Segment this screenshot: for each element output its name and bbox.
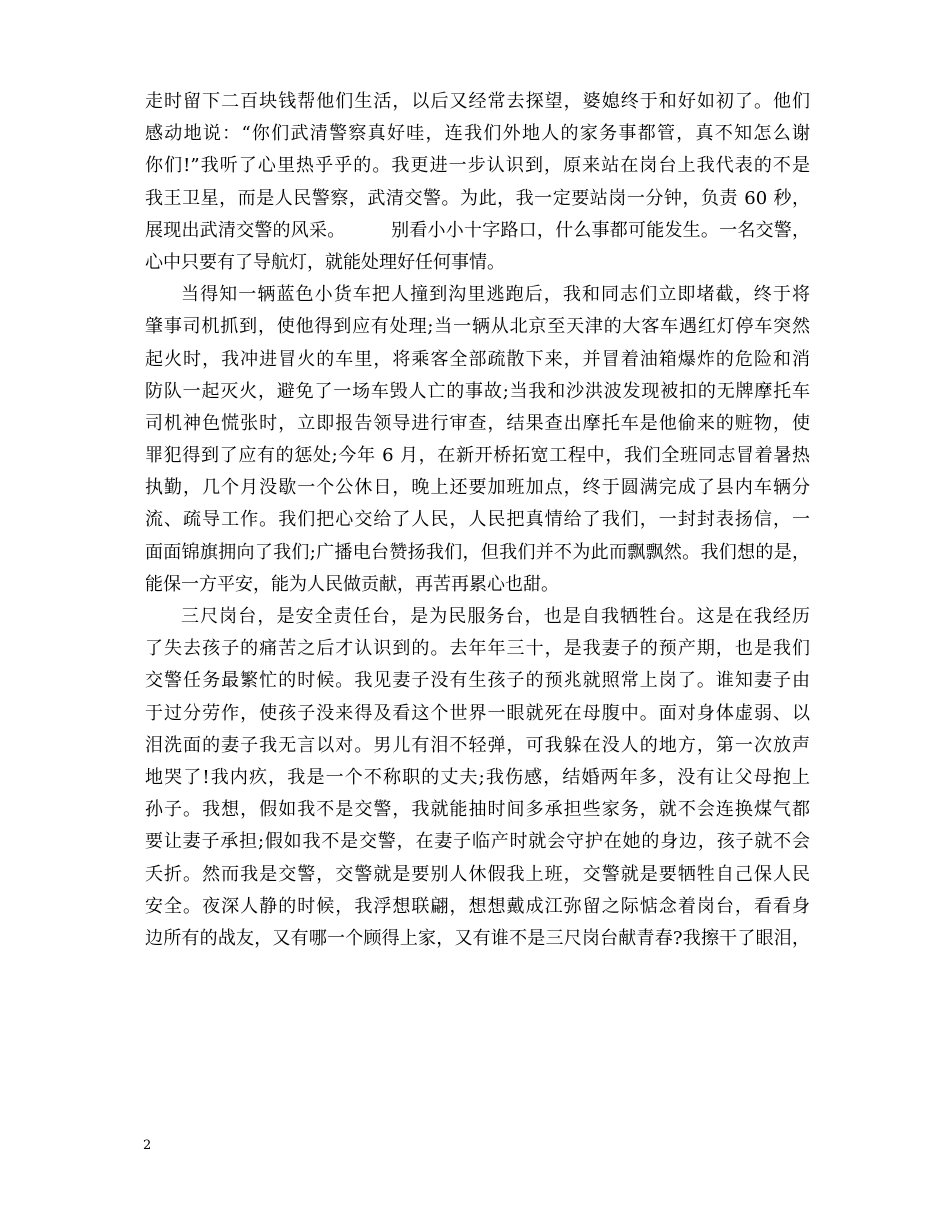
- text-line: 起火时，我冲进冒火的车里，将乘客全部疏散下来，并冒着油箱爆炸的危险和消: [145, 348, 810, 370]
- text-line: 夭折。然而我是交警，交警就是要别人休假我上班，交警就是要牺牲自己保人民: [145, 863, 810, 885]
- text-line: 当得知一辆蓝色小货车把人撞到沟里逃跑后，我和同志们立即堵截，终于将: [181, 284, 810, 306]
- text-line: 了失去孩子的痛苦之后才认识到的。去年年三十，是我妻子的预产期，也是我们: [145, 638, 810, 660]
- text-line: 执勤，几个月没歇一个公休日，晚上还要加班加点，终于圆满完成了县内车辆分: [145, 477, 810, 499]
- text-line: 面面锦旗拥向了我们;广播电台赞扬我们，但我们并不为此而飘飘然。我们想的是，: [145, 541, 810, 563]
- text-line: 孙子。我想，假如我不是交警，我就能抽时间多承担些家务，就不会连换煤气都: [145, 799, 810, 821]
- text-line: 边所有的战友，又有哪一个顾得上家，又有谁不是三尺岗台献青春?我擦干了眼泪，: [145, 927, 810, 949]
- text-line: 交警任务最繁忙的时候。我见妻子没有生孩子的预兆就照常上岗了。谁知妻子由: [145, 670, 810, 692]
- text-line: 你们!”我听了心里热乎乎的。我更进一步认识到，原来站在岗台上我代表的不是: [145, 155, 810, 177]
- text-line: 泪洗面的妻子我无言以对。男儿有泪不轻弹，可我躲在没人的地方，第一次放声: [145, 734, 810, 756]
- text-line: 走时留下二百块钱帮他们生活，以后又经常去探望，婆媳终于和好如初了。他们: [145, 91, 810, 112]
- body-text: [145, 86, 810, 955]
- text-line: 心中只要有了导航灯，就能处理好任何事情。: [145, 251, 505, 273]
- text-line: 我王卫星，而是人民警察，武清交警。为此，我一定要站岗一分钟，负责 60 秒，: [145, 187, 810, 209]
- text-line: 展现出武清交警的风采。 别看小小十字路口，什么事都可能发生。一名交警，: [145, 219, 810, 241]
- page-number: 2: [143, 1138, 152, 1153]
- text-line: 要让妻子承担;假如我不是交警，在妻子临产时就会守护在她的身边，孩子就不会: [145, 831, 810, 853]
- text-line: 感动地说：“你们武清警察真好哇，连我们外地人的家务事都管，真不知怎么谢: [145, 123, 810, 145]
- text-line: 于过分劳作，使孩子没来得及看这个世界一眼就死在母腹中。面对身体虚弱、以: [145, 702, 810, 724]
- text-line: 肇事司机抓到，使他得到应有处理;当一辆从北京至天津的大客车遇红灯停车突然: [145, 316, 810, 338]
- text-line: 防队一起灭火，避免了一场车毁人亡的事故;当我和沙洪波发现被扣的无牌摩托车: [145, 380, 810, 402]
- text-line: 能保一方平安，能为人民做贡献，再苦再累心也甜。: [145, 573, 559, 595]
- text-line: 三尺岗台，是安全责任台，是为民服务台，也是自我牺牲台。这是在我经历: [181, 606, 810, 627]
- text-line: 地哭了!我内疚，我是一个不称职的丈夫;我伤感，结婚两年多，没有让父母抱上: [145, 766, 810, 788]
- text-line: 罪犯得到了应有的惩处;今年 6 月，在新开桥拓宽工程中，我们全班同志冒着暑热: [145, 445, 810, 467]
- text-line: 安全。夜深人静的时候，我浮想联翩，想想戴成江弥留之际惦念着岗台，看看身: [145, 895, 810, 917]
- text-line: 司机神色慌张时，立即报告领导进行审查，结果查出摩托车是他偷来的赃物，使: [145, 412, 810, 434]
- text-line: 流、疏导工作。我们把心交给了人民，人民把真情给了我们，一封封表扬信，一: [145, 509, 810, 531]
